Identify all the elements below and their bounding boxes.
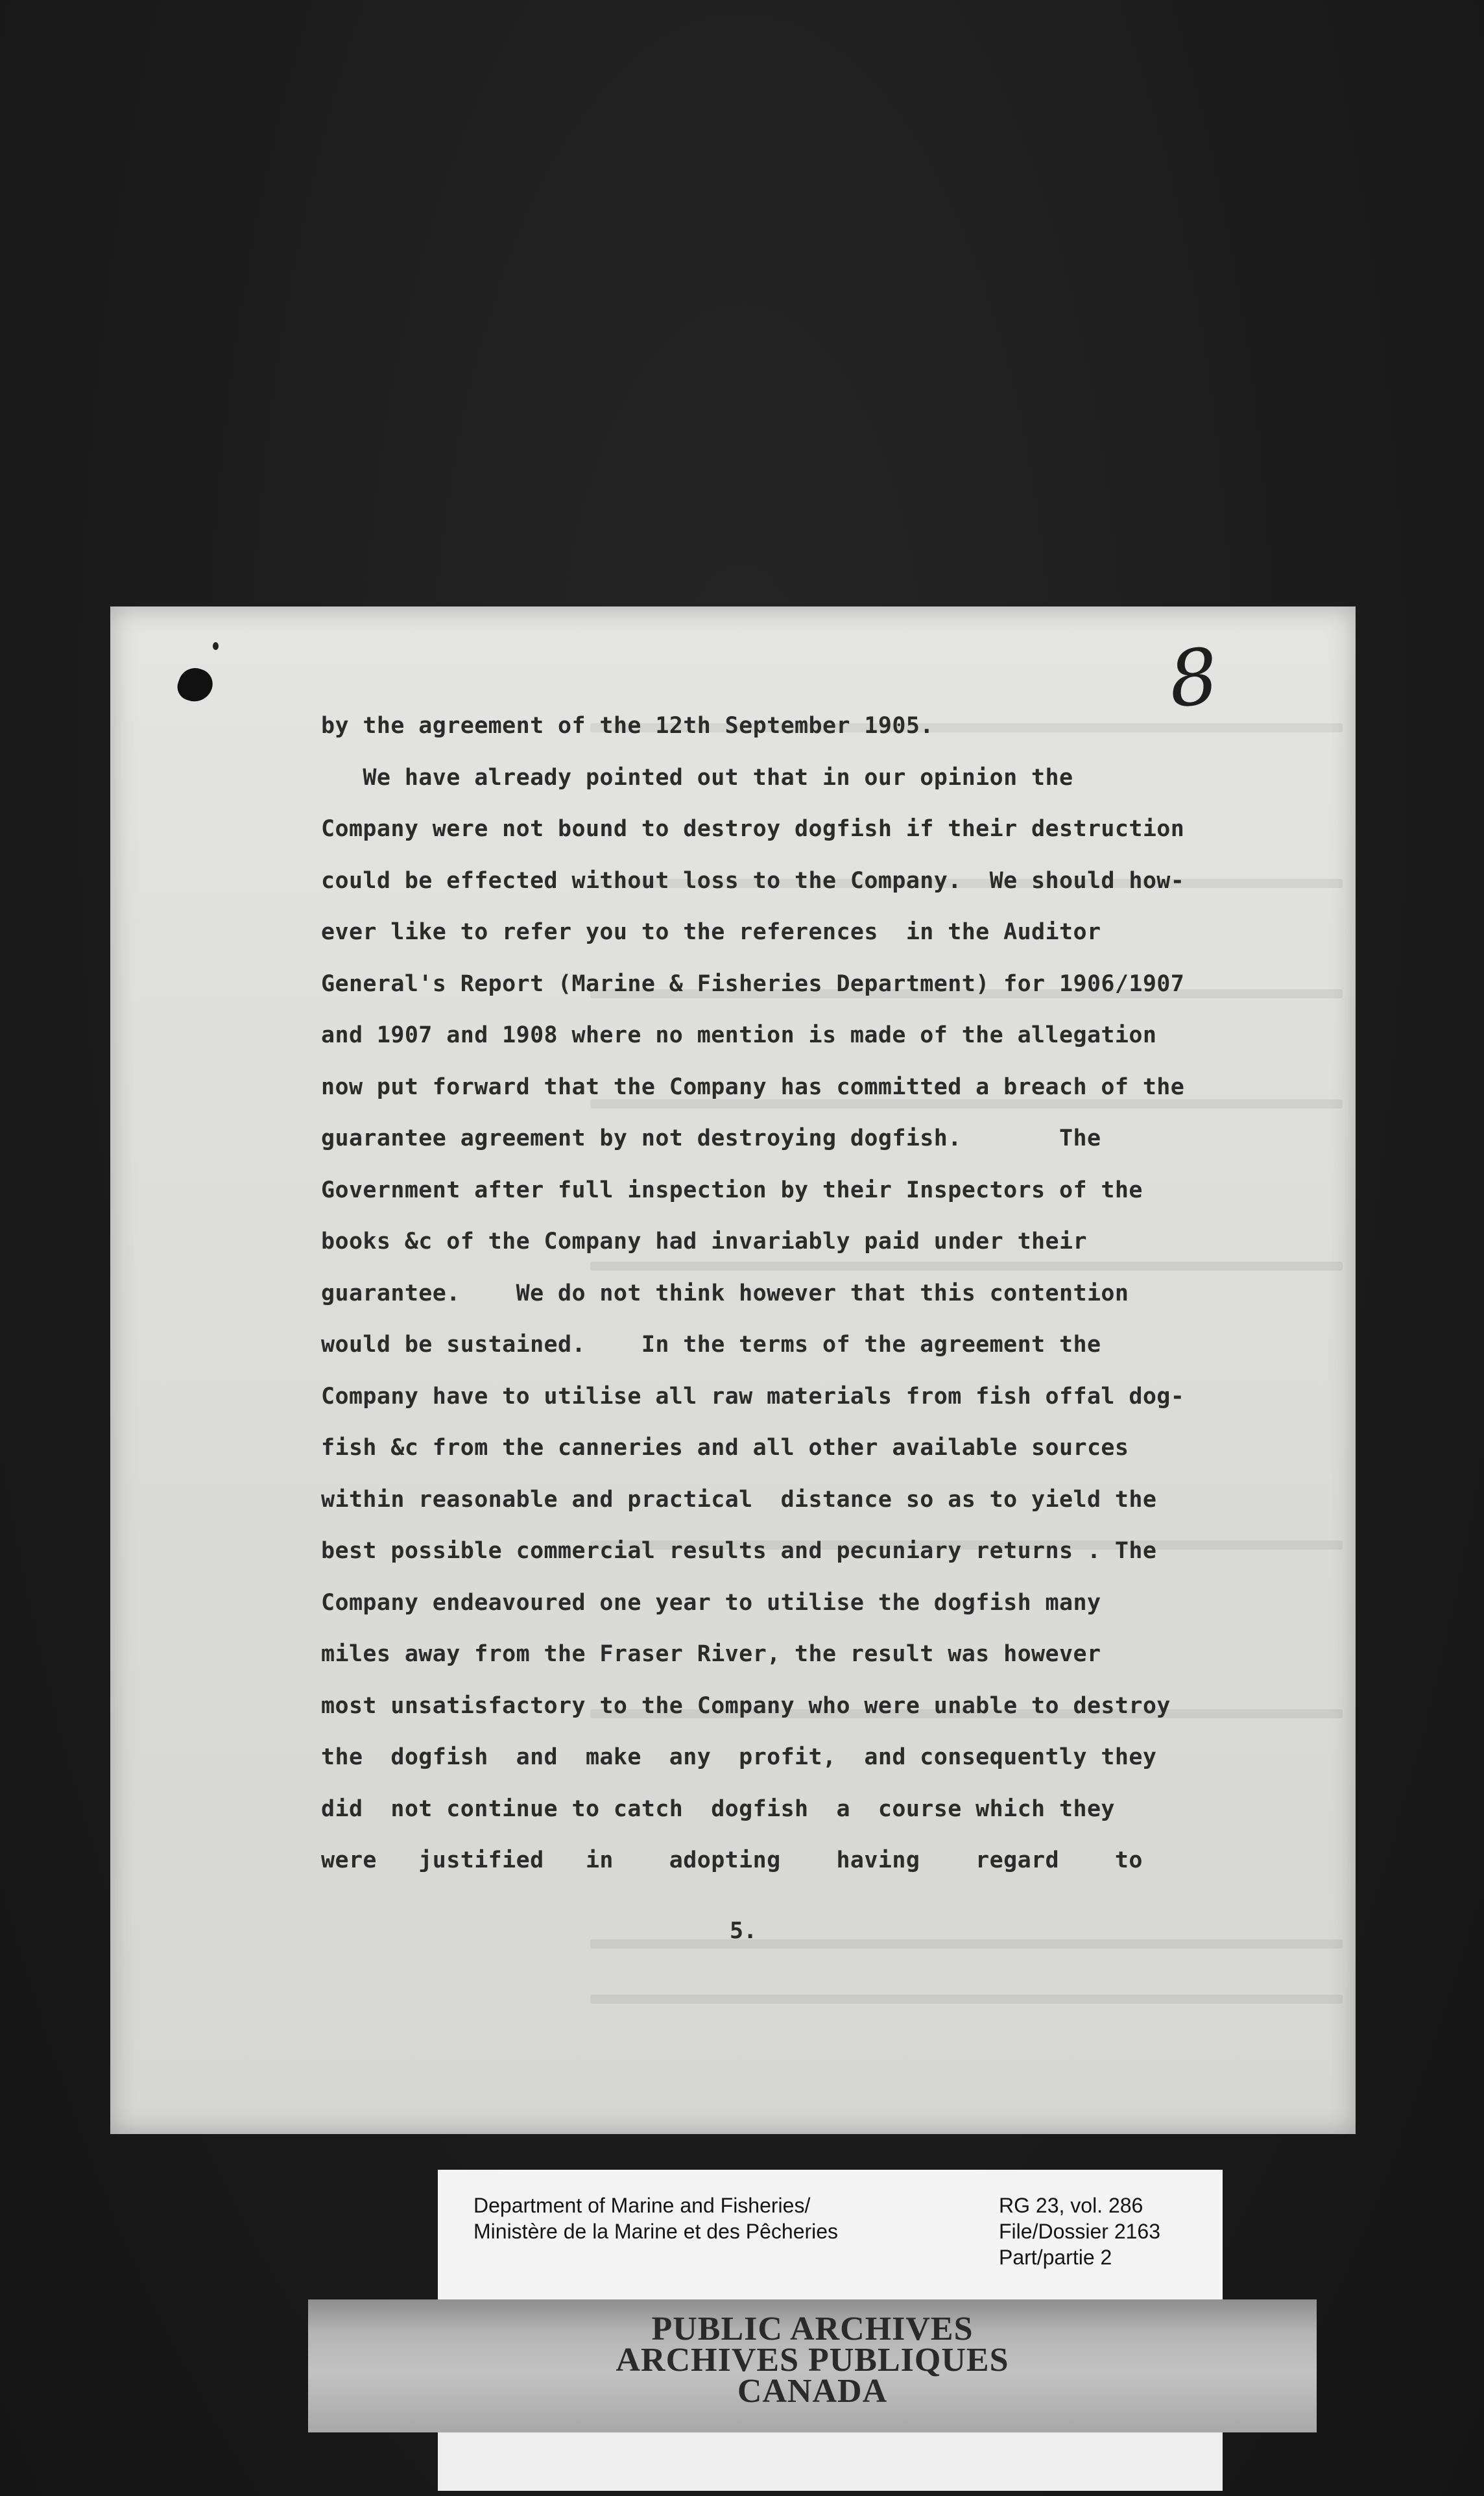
file-reference-line: File/Dossier 2163 [999,2220,1160,2243]
text-line: would be sustained. In the terms of the agreement the [321,1332,1101,1358]
document-page [110,606,1356,2134]
text-line: fish &c from the canneries and all other available sources [321,1435,1129,1461]
file-reference [999,2192,1160,2270]
text-line: books &c of the Company had invariably paid under their [321,1229,1087,1254]
archive-stamp-band [308,2299,1317,2432]
file-reference-line: Part/partie 2 [999,2246,1112,2269]
text-line: We have already pointed out that in our opinion the [321,764,1073,791]
text-line: were justified in adopting having regard to [321,1847,1143,1873]
text-line: ever like to refer you to the references in the Auditor [321,919,1101,945]
file-reference-line: RG 23, vol. 286 [999,2194,1143,2217]
text-line: and 1907 and 1908 where no mention is made of the allegation [321,1022,1157,1048]
text-line: by the agreement of the 12th September 1905. [321,713,934,739]
text-line: Company have to utilise all raw materials from fish offal dog- [321,1383,1185,1410]
typed-letter-body [321,701,1424,1887]
text-line: within reasonable and practical distance so as to yield the [321,1486,1157,1513]
text-line: guarantee. We do not think however that this contention [321,1280,1129,1306]
handwritten-folio-number: 8 [1164,630,1223,725]
text-line: miles away from the Fraser River, the result was however [321,1641,1101,1667]
text-line: Company endeavoured one year to utilise the dogfish many [321,1589,1101,1616]
text-line: the dogfish and make any profit, and consequently they [321,1744,1157,1770]
page-number: 5. [730,1918,758,1944]
punch-mark [213,642,219,650]
stamp-line: ARCHIVES PUBLIQUES [616,2342,1009,2379]
archive-reference-label [438,2170,1223,2299]
public-archives-stamp [308,2310,1317,2410]
text-line: best possible commercial results and pecuniary returns . The [321,1538,1157,1564]
punch-hole [174,664,217,707]
department-name [473,2192,838,2244]
show-through-mark [590,1939,1343,1949]
show-through-mark [590,1995,1343,2004]
department-line: Department of Marine and Fisheries/ [473,2194,811,2217]
stamp-line: PUBLIC ARCHIVES [651,2310,974,2347]
text-line: guarantee agreement by not destroying dogfish. The [321,1125,1101,1151]
text-line: did not continue to catch dogfish a course which they [321,1795,1115,1822]
text-line: could be effected without loss to the Company. We should how- [321,867,1185,894]
text-line: Company were not bound to destroy dogfish if their destruction [321,816,1185,842]
label-strip-bottom [438,2432,1223,2491]
department-line: Ministère de la Marine et des Pêcheries [473,2220,839,2243]
text-line: now put forward that the Company has committed a breach of the [321,1074,1185,1100]
text-line: most unsatisfactory to the Company who were unable to destroy [321,1692,1171,1719]
text-line: Government after full inspection by their Inspectors of the [321,1177,1143,1203]
text-line: General's Report (Marine & Fisheries Department) for 1906/1907 [321,970,1185,997]
stamp-line: CANADA [737,2373,888,2410]
